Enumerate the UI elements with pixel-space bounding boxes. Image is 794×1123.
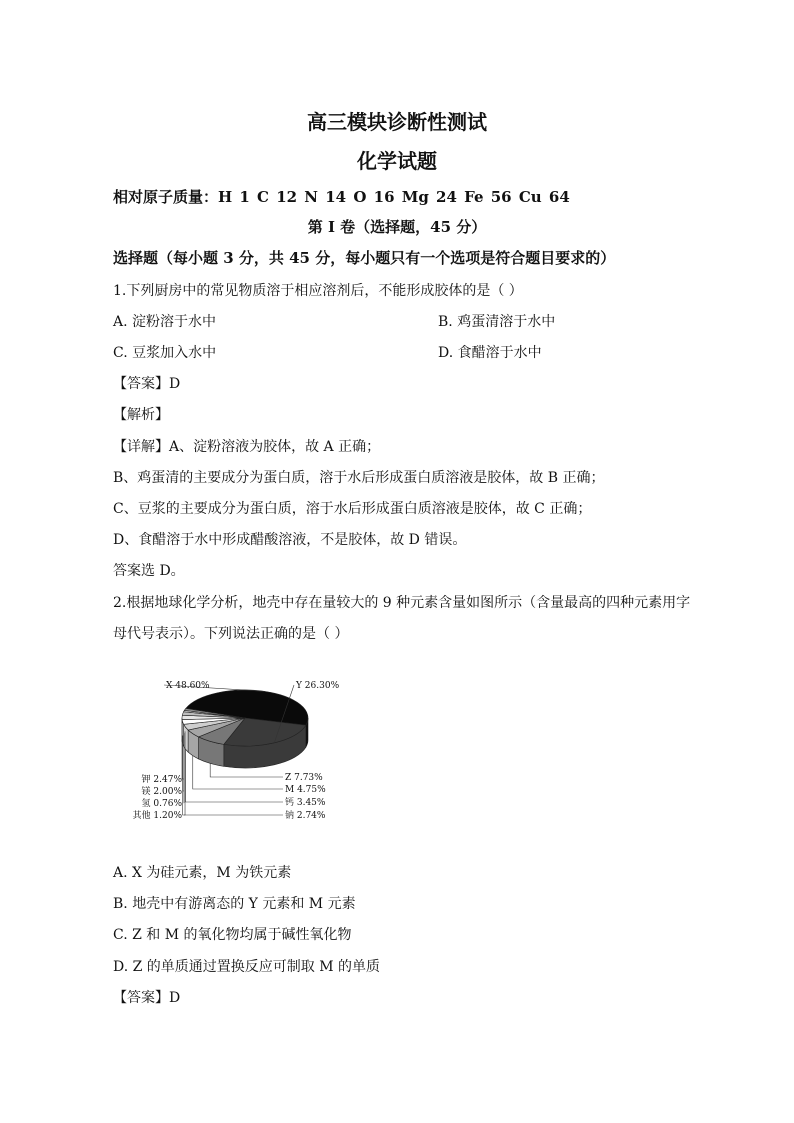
pie-label-sodium: 钠 2.74% <box>285 811 326 821</box>
q2-option-c: C. Z 和 M 的氧化物均属于碱性氧化物 <box>113 927 352 943</box>
section-title: 第 I 卷（选择题，45 分） <box>307 218 487 236</box>
pie-label-z: Z 7.73% <box>285 773 323 783</box>
q2-stem-line1: 2.根据地球化学分析，地壳中存在量较大的 9 种元素含量如图所示（含量最高的四种元素用字 <box>113 595 691 611</box>
pie-label-calcium: 钙 3.45% <box>285 798 326 808</box>
section-instructions: 选择题（每小题 3 分，共 45 分，每小题只有一个选项是符合题目要求的） <box>113 249 616 267</box>
atomic-mass-line: 相对原子质量：H 1 C 12 N 14 O 16 Mg 24 Fe 56 Cu 64 <box>113 188 570 206</box>
pie-label-m: M 4.75% <box>285 785 326 795</box>
q1-answer: 【答案】D <box>113 376 181 392</box>
q2-answer: 【答案】D <box>113 990 181 1006</box>
q1-option-b: B. 鸡蛋清溶于水中 <box>438 314 556 330</box>
pie-label-hydrogen: 氢 0.76% <box>141 799 182 809</box>
q1-detail-d: D、食醋溶于水中形成醋酸溶液，不是胶体，故 D 错误。 <box>113 532 467 548</box>
element-abundance-pie-chart <box>120 670 350 830</box>
q1-option-a: A. 淀粉溶于水中 <box>113 314 217 330</box>
pie-label-x: X 48.60% <box>166 681 210 691</box>
q2-stem-line2: 母代号表示）。下列说法正确的是（ ） <box>113 626 349 642</box>
q1-detail-c: C、豆浆的主要成分为蛋白质，溶于水后形成蛋白质溶液是胶体，故 C 正确； <box>113 501 592 517</box>
pie-label-y: Y 26.30% <box>296 681 340 691</box>
page-subtitle: 化学试题 <box>357 149 437 173</box>
pie-label-other: 其他 1.20% <box>132 811 182 821</box>
pie-top <box>182 690 308 746</box>
q2-option-d: D. Z 的单质通过置换反应可制取 M 的单质 <box>113 959 381 975</box>
pie-label-potassium: 钾 2.47% <box>141 775 182 785</box>
q1-option-d: D. 食醋溶于水中 <box>438 345 542 361</box>
q2-option-a: A. X 为硅元素，M 为铁元素 <box>113 865 292 881</box>
q1-stem: 1.下列厨房中的常见物质溶于相应溶剂后，不能形成胶体的是（ ） <box>113 283 523 299</box>
page-title: 高三模块诊断性测试 <box>307 110 487 134</box>
q2-option-b: B. 地壳中有游离态的 Y 元素和 M 元素 <box>113 896 356 912</box>
pie-label-magnesium: 镁 2.00% <box>141 787 182 797</box>
q1-detail-b: B、鸡蛋清的主要成分为蛋白质，溶于水后形成蛋白质溶液是胶体，故 B 正确； <box>113 470 605 486</box>
q1-detail-a: 【详解】A、淀粉溶液为胶体，故 A 正确； <box>113 439 381 455</box>
q1-conclusion: 答案选 D。 <box>113 563 185 579</box>
q1-analysis-tag: 【解析】 <box>113 407 169 423</box>
q1-option-c: C. 豆浆加入水中 <box>113 345 217 361</box>
